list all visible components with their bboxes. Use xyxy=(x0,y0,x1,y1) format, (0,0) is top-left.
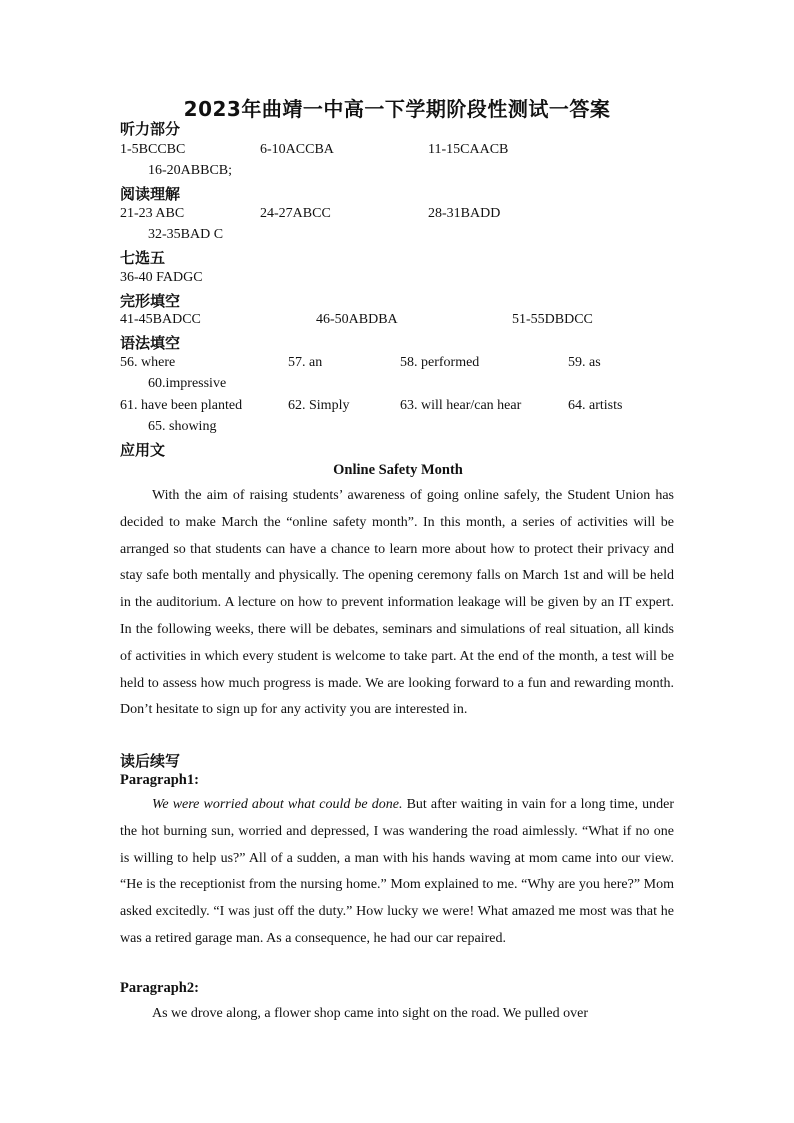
answer-32-35: 32-35BAD C xyxy=(148,227,224,242)
answer-41-45: 41-45BADCC xyxy=(120,312,201,327)
answer-57: 57. an xyxy=(288,355,323,370)
answer-61: 61. have been planted xyxy=(120,398,243,413)
essay-body: With the aim of raising students’ awareness of going online safely, the Student Union has decided to make March the “online safety month”. In this month, a series of activities will be arranged so that students can have a chance to learn more about how to protect their privacy and stay safe both mentally and physically. The opening ceremony falls on March 1st and will be held in the auditorium. A lecture on how to prevent information leakage will be given by an IT expert. In the following weeks, there will be debates, seminars and simulations of real situation, all kinds of activities in which every student is welcome to take part. At the end of the month, a test will be held to assess how much progress is made. We are looking forward to a fun and rewarding month. Don’t hesitate to sign up for any activity you are interested in. xyxy=(120,488,674,718)
section-heading-practical: 应用文 xyxy=(120,441,166,459)
answer-60: 60.impressive xyxy=(148,376,227,391)
answer-58: 58. performed xyxy=(400,355,480,370)
paragraph1-lead: We were worried about what could be done. xyxy=(152,797,403,812)
section-heading-cloze: 完形填空 xyxy=(120,292,181,310)
answer-64: 64. artists xyxy=(568,398,623,413)
paragraph1-body xyxy=(120,792,674,953)
paragraph1-label: Paragraph1: xyxy=(120,772,199,788)
answer-46-50: 46-50ABDBA xyxy=(316,312,398,327)
paragraph2-body: As we drove along, a flower shop came into sight on the road. We pulled over xyxy=(152,1006,589,1021)
answer-36-40: 36-40 FADGC xyxy=(120,270,203,285)
answer-56: 56. where xyxy=(120,355,176,370)
section-heading-listening: 听力部分 xyxy=(120,120,181,138)
answer-11-15: 11-15CAACB xyxy=(428,142,509,157)
answer-1-5: 1-5BCCBC xyxy=(120,142,186,157)
answer-28-31: 28-31BADD xyxy=(428,206,501,221)
section-heading-reading: 阅读理解 xyxy=(120,185,181,203)
answer-16-20: 16-20ABBCB; xyxy=(148,163,233,178)
section-heading-seven-five: 七选五 xyxy=(120,249,166,267)
answer-24-27: 24-27ABCC xyxy=(260,206,331,221)
page-title: 2023年曲靖一中高一下学期阶段性测试一答案 xyxy=(183,97,611,121)
paragraph1-text: But after waiting in vain for a long time, under the hot burning sun, worried and depressed, I was wandering the road aimlessly. “What if no one is willing to help us?” All of a sudden, a man with his hands waving at mom came into our view. “He is the receptionist from the nursing home.” Mom explained to me. “Why are you here?” Mom asked excitedly. “I was just off the duty.” How lucky we were! What amazed me most was that he was a retired garage man. As a consequence, he had our car repaired. xyxy=(120,797,674,946)
answer-62: 62. Simply xyxy=(288,398,350,413)
answer-21-23: 21-23 ABC xyxy=(120,206,185,221)
answer-63: 63. will hear/can hear xyxy=(400,398,522,413)
answer-59: 59. as xyxy=(568,355,601,370)
section-heading-grammar: 语法填空 xyxy=(120,334,181,352)
section-heading-continuation: 读后续写 xyxy=(120,752,181,770)
paragraph2-label: Paragraph2: xyxy=(120,980,199,996)
answer-51-55: 51-55DBDCC xyxy=(512,312,593,327)
essay-title: Online Safety Month xyxy=(333,462,463,478)
answer-65: 65. showing xyxy=(148,419,217,434)
answer-6-10: 6-10ACCBA xyxy=(260,142,334,157)
